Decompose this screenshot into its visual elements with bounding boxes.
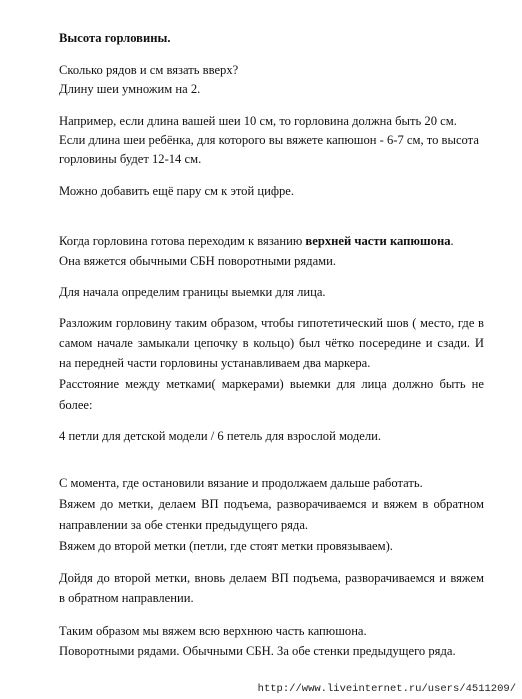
text-line: Например, если длина вашей шеи 10 см, то горловина должна быть 20 см. [59,114,457,128]
text-line: на передней части горловины устанавливаем два маркера. [59,356,371,370]
text-line: направлении за обе стенки предыдущего ряда. [59,518,309,532]
text-run: . [450,234,454,248]
text-line: Вяжем до метки, делаем ВП подъема, разворачиваемся и вяжем в обратном [59,497,484,511]
section-heading: Высота горловины. [59,31,171,45]
text-line: Разложим горловину таким образом, чтобы гипотетический шов ( место, где в [59,316,484,330]
text-line: Сколько рядов и см вязать вверх? [59,63,239,77]
text-line: Расстояние между метками( маркерами) выемки для лица должно быть не [59,377,484,391]
text-line: Можно добавить ещё пару см к этой цифре. [59,184,295,198]
text-line: Вяжем до второй метки (петли, где стоят метки провязываем). [59,539,393,553]
text-line: Она вяжется обычными СБН поворотными рядами. [59,254,337,268]
text-line: Таким образом мы вяжем всю верхнюю часть капюшона. [59,624,367,638]
text-line: Если длина шеи ребёнка, для которого вы вяжете капюшон - 6-7 см, то высота [59,133,479,147]
text-line: самом начале замыкали цепочку в кольцо) был чётко посередине и сзади. И [59,336,484,350]
text-line: 4 петли для детской модели / 6 петель для взрослой модели. [59,429,382,443]
text-line: в обратном направлении. [59,591,194,605]
text-line: Дойдя до второй метки, вновь делаем ВП подъема, разворачиваемся и вяжем [59,571,484,585]
text-line: Для начала определим границы выемки для лица. [59,285,326,299]
watermark-url: http://www.liveinternet.ru/users/4511209/ [257,683,516,695]
text-line: Поворотными рядами. Обычными СБН. За обе стенки предыдущего ряда. [59,644,456,658]
text-line: Длину шеи умножим на 2. [59,82,201,96]
text-line [59,233,454,249]
bold-term: верхней части капюшона [305,234,451,248]
text-line: горловины будет 12-14 см. [59,152,202,166]
text-run: Когда горловина готова переходим к вязанию [59,234,306,248]
text-line: С момента, где остановили вязание и продолжаем дальше работать. [59,476,423,490]
text-line: более: [59,398,93,412]
